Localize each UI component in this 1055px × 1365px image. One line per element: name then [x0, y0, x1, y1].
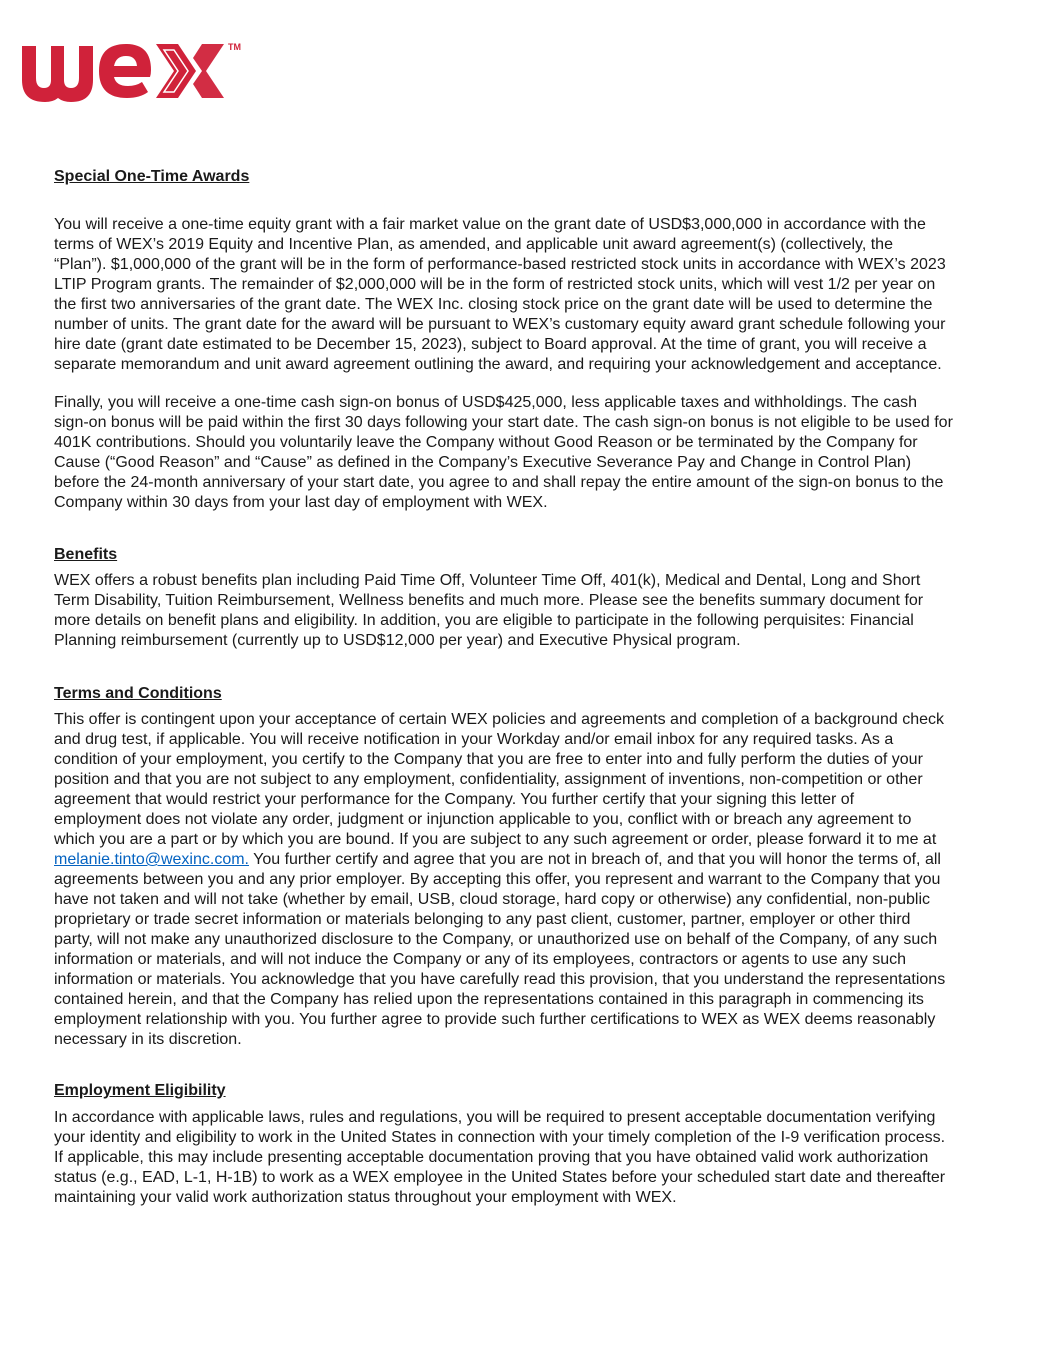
paragraph-terms — [54, 710, 1044, 1050]
text-line: your identity and eligibility to work in the United States in connection with your timely completion of the I-9 verification process. — [54, 1129, 946, 1146]
text-line: Cause (“Good Reason” and “Cause” as defined in the Company’s Executive Severance Pay and Change in Control Plan) — [54, 454, 912, 471]
text-line: contained herein, and that the Company has relied upon the representations contained in this paragraph in commencing its — [54, 991, 924, 1008]
text-line: WEX offers a robust benefits plan including Paid Time Off, Volunteer Time Off, 401(k), Medical and Dental, Long and Short — [54, 572, 921, 589]
section-special-awards — [54, 167, 1044, 513]
text-line: “Plan”). $1,000,000 of the grant will be in the form of performance-based restricted stock units in accordance with WEX’s 2023 — [54, 256, 946, 273]
svg-text:TM: TM — [228, 42, 241, 52]
text-line: Company within 30 days from your last day of employment with WEX. — [54, 494, 548, 511]
text-line: condition of your employment, you certify to the Company that you are free to enter into and fully perform the duties of your — [54, 751, 923, 768]
text-line: necessary in its discretion. — [54, 1031, 242, 1048]
text-line: sign-on bonus will be paid within the first 30 days following your start date. The cash sign-on bonus is not eligible to be used for — [54, 414, 953, 431]
paragraph-eligibility — [54, 1108, 1044, 1208]
section-benefits — [54, 545, 1044, 651]
text-line: information or materials. You acknowledge that you have carefully read this provision, that you understand the representations — [54, 971, 946, 988]
heading-benefits: Benefits — [54, 546, 118, 563]
text-line: proprietary or trade secret information or materials belonging to any past client, customer, partner, employer or other third — [54, 911, 911, 928]
section-eligibility — [54, 1081, 1044, 1208]
text-line: information or materials, and will not induce the Company or any of its employees, contractors or agents to use any such — [54, 951, 906, 968]
text-line: employment does not violate any order, judgment or injunction applicable to you, conflict with or breach any agreement to — [54, 811, 912, 828]
text-line: You will receive a one-time equity grant with a fair market value on the grant date of USD$3,000,000 in accordance with the — [54, 216, 926, 233]
text-line: the first two anniversaries of the grant date. The WEX Inc. closing stock price on the grant date will be used to determine the — [54, 296, 933, 313]
text-line: In accordance with applicable laws, rules and regulations, you will be required to present acceptable documentation verifying — [54, 1109, 936, 1126]
heading-eligibility: Employment Eligibility — [54, 1082, 226, 1099]
text-line: If applicable, this may include presenting acceptable documentation proving that you have obtained valid work authorization — [54, 1149, 929, 1166]
text-line: agreement that would restrict your performance for the Company. You further certify that your signing this letter of — [54, 791, 855, 808]
text-line: before the 24-month anniversary of your start date, you agree to and shall repay the entire amount of the sign-on bonus to the — [54, 474, 944, 491]
email-link[interactable]: melanie.tinto@wexinc.com. — [54, 851, 249, 868]
paragraph-equity-grant — [54, 215, 1044, 375]
text-line: This offer is contingent upon your acceptance of certain WEX policies and agreements and completion of a background check — [54, 711, 944, 728]
paragraph-sign-on-bonus — [54, 393, 1044, 513]
section-terms — [54, 684, 1044, 1050]
text-line: Finally, you will receive a one-time cash sign-on bonus of USD$425,000, less applicable taxes and withholdings. The cash — [54, 394, 917, 411]
text-line: Term Disability, Tuition Reimbursement, Wellness benefits and much more. Please see the benefits summary document for — [54, 592, 924, 609]
text-line: Planning reimbursement (currently up to USD$12,000 per year) and Executive Physical program. — [54, 632, 741, 649]
heading-terms: Terms and Conditions — [54, 685, 222, 702]
text-line: which you are a part or by which you are bound. If you are subject to any such agreement or order, please forward it to me at — [54, 831, 937, 848]
text-line: hire date (grant date estimated to be December 15, 2023), subject to Board approval. At the time of grant, you will receive a — [54, 336, 927, 353]
paragraph-benefits — [54, 571, 1044, 651]
terms-text: You further certify and agree that you are not in breach of, and that you will honor the terms of, all — [248, 851, 941, 868]
text-line: party, will not make any unauthorized disclosure to the Company, or unauthorized use on behalf of the Company, of any such — [54, 931, 938, 948]
text-line: maintaining your valid work authorization status throughout your employment with WEX. — [54, 1189, 677, 1206]
text-line: have not taken and will not take (whether by email, USB, cloud storage, hard copy or otherwise) any confidential, non-public — [54, 891, 931, 908]
text-line: 401K contributions. Should you voluntarily leave the Company without Good Reason or be terminated by the Company for — [54, 434, 918, 451]
wex-logo — [22, 36, 244, 106]
text-line: employment relationship with you. You further agree to provide such further certifications to WEX as WEX deems reasonably — [54, 1011, 936, 1028]
text-line: LTIP Program grants. The remainder of $2,000,000 will be in the form of restricted stock units, which will vest 1/2 per year on — [54, 276, 936, 293]
heading-special-awards: Special One-Time Awards — [54, 168, 250, 185]
text-line: and drug test, if applicable. You will receive notification in your Workday and/or email inbox for any required tasks. As a — [54, 731, 894, 748]
text-line: terms of WEX’s 2019 Equity and Incentive Plan, as amended, and applicable unit award agreement(s) (collectively, the — [54, 236, 893, 253]
text-line: agreements between you and any prior employer. By accepting this offer, you represent and warrant to the Company that you — [54, 871, 941, 888]
text-line: position and that you are not subject to any employment, confidentiality, assignment of inventions, non-competition or other — [54, 771, 923, 788]
text-line: status (e.g., EAD, L-1, H-1B) to work as a WEX employee in the United States before your scheduled start date and thereafter — [54, 1169, 946, 1186]
text-line: more details on benefit plans and eligibility. In addition, you are eligible to participate in the following perquisites: Financial — [54, 612, 914, 629]
text-line: separate memorandum and unit award agreement outlining the award, and requiring your acknowledgement and acceptance. — [54, 356, 942, 373]
text-line: number of units. The grant date for the award will be pursuant to WEX’s customary equity award grant schedule following your — [54, 316, 946, 333]
